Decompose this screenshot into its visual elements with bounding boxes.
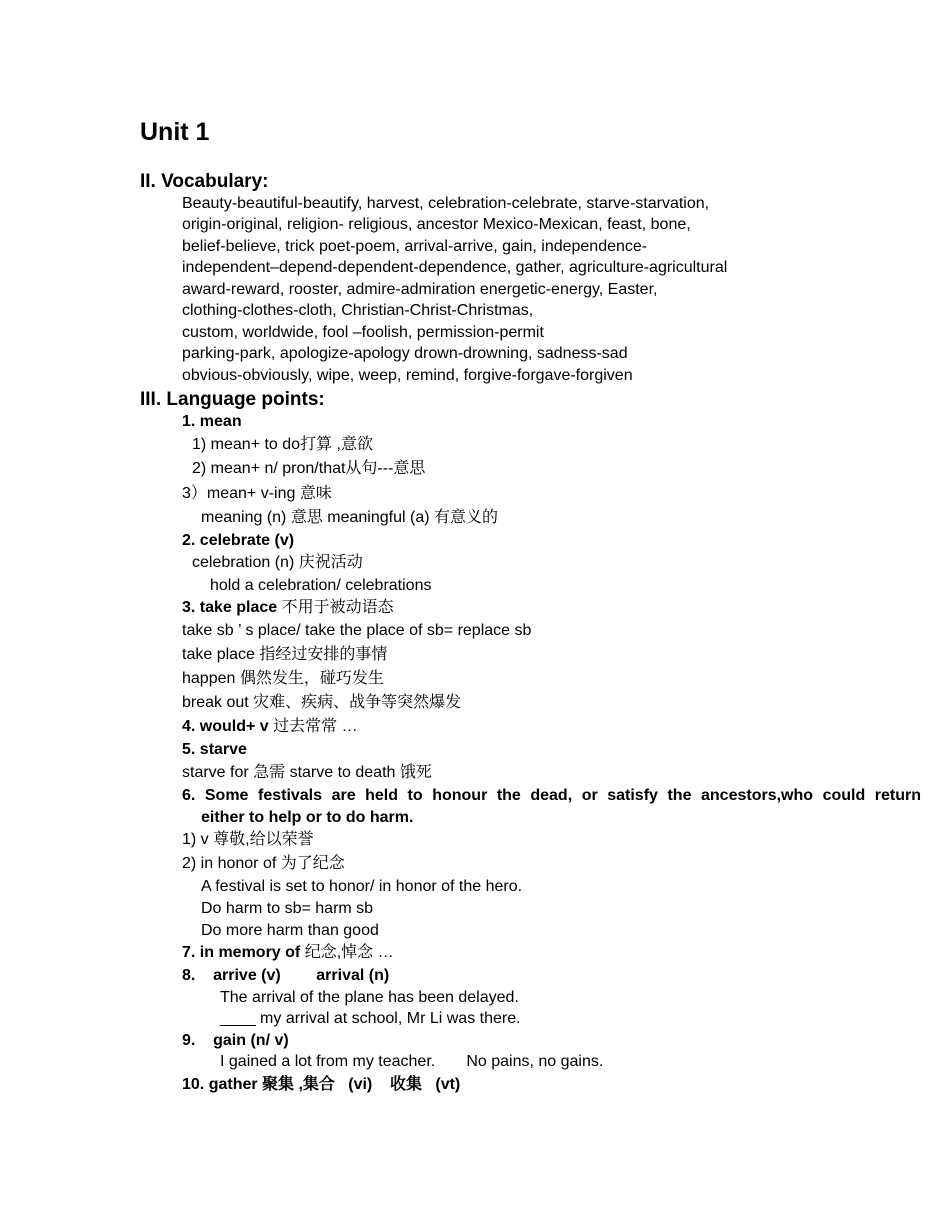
point-line: take place 指经过安排的事情: [182, 646, 388, 663]
point-note: 纪念,悼念 …: [300, 944, 394, 961]
vocab-line: clothing-clothes-cloth, Christian-Christ-Christmas,: [182, 302, 534, 319]
vocab-line: award-reward, rooster, admire-admiration energetic-energy, Easter,: [182, 281, 658, 298]
point-line: 2) mean+ n/ pron/that从句---意思: [192, 460, 426, 477]
point-line: happen 偶然发生，碰巧发生: [182, 670, 384, 687]
point-line: Do harm to sb= harm sb: [201, 900, 374, 917]
point-heading: 1. mean: [182, 413, 242, 430]
point-line: 2) in honor of 为了纪念: [182, 855, 345, 872]
point-line: celebration (n) 庆祝活动: [192, 554, 363, 571]
point-line: Do more harm than good: [201, 922, 379, 939]
vocab-line: independent–depend-dependent-dependence, gather, agriculture-agricultural: [182, 259, 728, 276]
point-heading: either to help or to do harm.: [201, 809, 414, 826]
point-line: hold a celebration/ celebrations: [210, 577, 432, 594]
point-heading: 10. gather 聚集 ,集合 (vi) 收集 (vt): [182, 1076, 461, 1093]
vocab-line: parking-park, apologize-apology drown-drowning, sadness-sad: [182, 345, 628, 362]
point-note: 不用于被动语态: [277, 599, 394, 616]
point-heading: 4. would+ v: [182, 718, 269, 735]
point-line: meaning (n) 意思 meaningful (a) 有意义的: [201, 509, 498, 526]
point-line: ____ my arrival at school, Mr Li was there.: [220, 1010, 521, 1027]
point-heading: 7. in memory of: [182, 944, 301, 961]
language-points-heading: III. Language points:: [140, 389, 325, 410]
point-heading-line: [182, 598, 394, 618]
vocab-line: custom, worldwide, fool –foolish, permission-permit: [182, 324, 544, 341]
point-line: 3）mean+ v-ing 意味: [182, 485, 332, 502]
point-line: The arrival of the plane has been delayed.: [220, 989, 519, 1006]
point-line: A festival is set to honor/ in honor of the hero.: [201, 878, 523, 895]
point-line: break out 灾难、疾病、战争等突然爆发: [182, 694, 462, 711]
point-heading: 8. arrive (v) arrival (n): [182, 967, 390, 984]
point-line: starve for 急需 starve to death 饿死: [182, 764, 432, 781]
vocab-line: origin-original, religion- religious, ancestor Mexico-Mexican, feast, bone,: [182, 216, 691, 233]
vocabulary-heading: II. Vocabulary:: [140, 171, 269, 192]
point-heading: 2. celebrate (v): [182, 532, 295, 549]
vocab-line: belief-believe, trick poet-poem, arrival-arrive, gain, independence-: [182, 238, 648, 255]
point-heading-line: [182, 717, 358, 737]
point-heading: 5. starve: [182, 741, 247, 758]
point-line: I gained a lot from my teacher. No pains, no gains.: [220, 1053, 604, 1070]
point-heading: 9. gain (n/ v): [182, 1032, 289, 1049]
point-line: take sb ’ s place/ take the place of sb= replace sb: [182, 622, 532, 639]
vocab-line: obvious-obviously, wipe, weep, remind, forgive-forgave-forgiven: [182, 367, 633, 384]
point-heading: 3. take place: [182, 599, 278, 616]
vocab-line: Beauty-beautiful-beautify, harvest, celebration-celebrate, starve-starvation,: [182, 195, 710, 212]
point-line: 1) mean+ to do打算 ,意欲: [192, 436, 373, 453]
point-heading: 6. Some festivals are held to honour the dead, or satisfy the ancestors,who could return: [182, 787, 921, 804]
point-line: 1) v 尊敬,给以荣誉: [182, 831, 314, 848]
page-title: Unit 1: [140, 118, 210, 146]
point-heading-line: [182, 943, 394, 963]
point-note: 过去常常 …: [268, 718, 358, 735]
